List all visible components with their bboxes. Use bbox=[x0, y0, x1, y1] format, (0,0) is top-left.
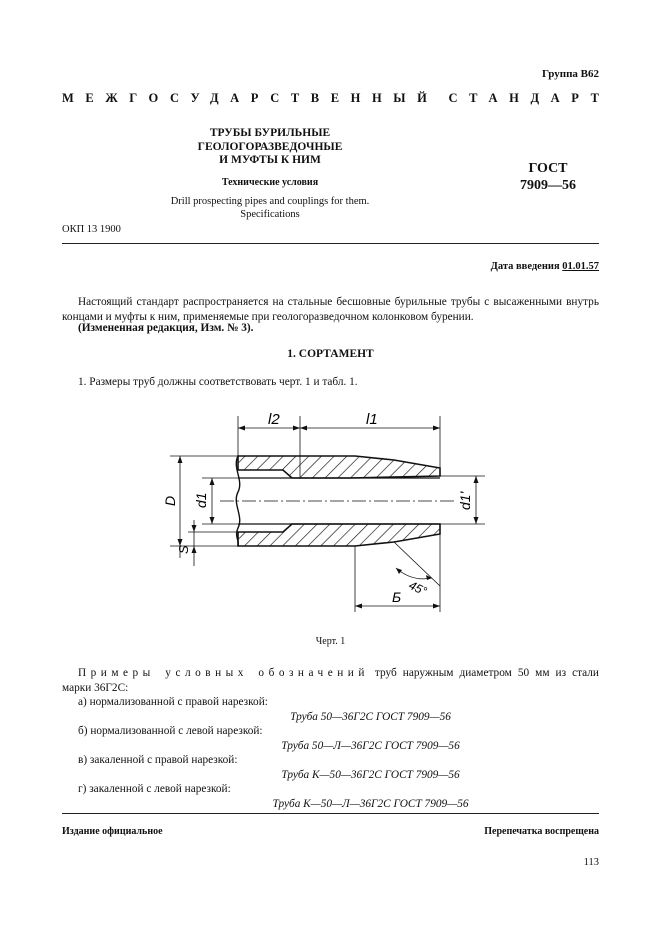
pipe-drawing bbox=[150, 398, 490, 620]
pipe-wall-top bbox=[238, 456, 440, 478]
example-c-label: в) закаленной с правой нарезкой: bbox=[78, 754, 238, 766]
label-l1: l1 bbox=[366, 411, 378, 428]
section-title: 1. СОРТАМЕНТ bbox=[287, 348, 374, 360]
title-line1: ТРУБЫ БУРИЛЬНЫЕ bbox=[209, 127, 331, 139]
title-line2: ГЕОЛОГОРАЗВЕДОЧНЫЕ bbox=[197, 140, 343, 153]
example-b-label: б) нормализованной с левой нарезкой: bbox=[78, 725, 263, 737]
examples-lead-spaced: Примеры условных обозначений bbox=[78, 667, 369, 679]
header-divider bbox=[62, 243, 599, 244]
footer-official-edition: Издание официальное bbox=[62, 826, 163, 837]
example-a-label: а) нормализованной с правой нарезкой: bbox=[78, 696, 268, 708]
footer-reprint-prohibited: Перепечатка воспрещена bbox=[484, 826, 599, 837]
standard-type-word2: СТАНДАРТ bbox=[448, 91, 611, 105]
examples-block bbox=[62, 666, 599, 811]
gost-number bbox=[508, 160, 588, 194]
english-title bbox=[140, 195, 400, 221]
label-B: Б bbox=[392, 589, 402, 605]
document-title bbox=[170, 127, 370, 168]
examples-lead-rest: труб наружным диаметром 50 мм из стали марки 36Г2С: bbox=[62, 667, 599, 694]
change-note: (Измененная редакция, Изм. № 3). bbox=[78, 322, 254, 334]
footer-divider bbox=[62, 813, 599, 814]
label-angle: 45° bbox=[406, 578, 430, 599]
date-value: 01.01.57 bbox=[562, 261, 599, 272]
label-d1: d1 bbox=[193, 492, 209, 508]
gost-label: ГОСТ bbox=[528, 161, 568, 176]
document-subtitle: Технические условия bbox=[221, 177, 319, 188]
standard-type-heading bbox=[62, 91, 611, 106]
example-b-designation: Труба 50—Л—36Г2С ГОСТ 7909—56 bbox=[281, 739, 460, 752]
example-d-designation: Труба К—50—Л—36Г2С ГОСТ 7909—56 bbox=[272, 797, 469, 810]
date-label: Дата введения bbox=[490, 261, 560, 272]
introduction-date bbox=[491, 261, 599, 272]
english-title-line1: Drill prospecting pipes and couplings for them. bbox=[170, 196, 370, 207]
drawing-caption: Черт. 1 bbox=[315, 636, 346, 647]
title-line3: И МУФТЫ К НИМ bbox=[219, 154, 321, 166]
pipe-wall-bottom bbox=[238, 524, 440, 546]
label-D: D bbox=[162, 495, 178, 506]
example-a-designation: Труба 50—36Г2С ГОСТ 7909—56 bbox=[290, 710, 451, 723]
label-d1-prime: d1' bbox=[457, 491, 473, 510]
example-c-designation: Труба К—50—36Г2С ГОСТ 7909—56 bbox=[281, 768, 460, 781]
examples-lead bbox=[62, 666, 599, 695]
label-S: S bbox=[176, 545, 191, 554]
clause-1: 1. Размеры труб должны соответствовать черт. 1 и табл. 1. bbox=[78, 376, 358, 388]
example-d-label: г) закаленной с левой нарезкой: bbox=[78, 783, 231, 795]
page-number: 113 bbox=[583, 857, 599, 868]
label-l2: l2 bbox=[268, 411, 280, 428]
gost-code: 7909—56 bbox=[520, 178, 576, 193]
okp-code: ОКП 13 1900 bbox=[62, 224, 121, 235]
intro-paragraph: Настоящий стандарт распространяется на стальные бесшовные бурильные трубы с высаженными внутрь концами и муфты к ним, применяемые при геологоразведочном колонковом бурении. bbox=[62, 296, 599, 323]
group-code: Группа В62 bbox=[541, 68, 599, 80]
standard-type-word1: МЕЖГОСУДАРСТВЕННЫЙ bbox=[62, 91, 439, 105]
english-title-line2: Specifications bbox=[240, 209, 300, 220]
